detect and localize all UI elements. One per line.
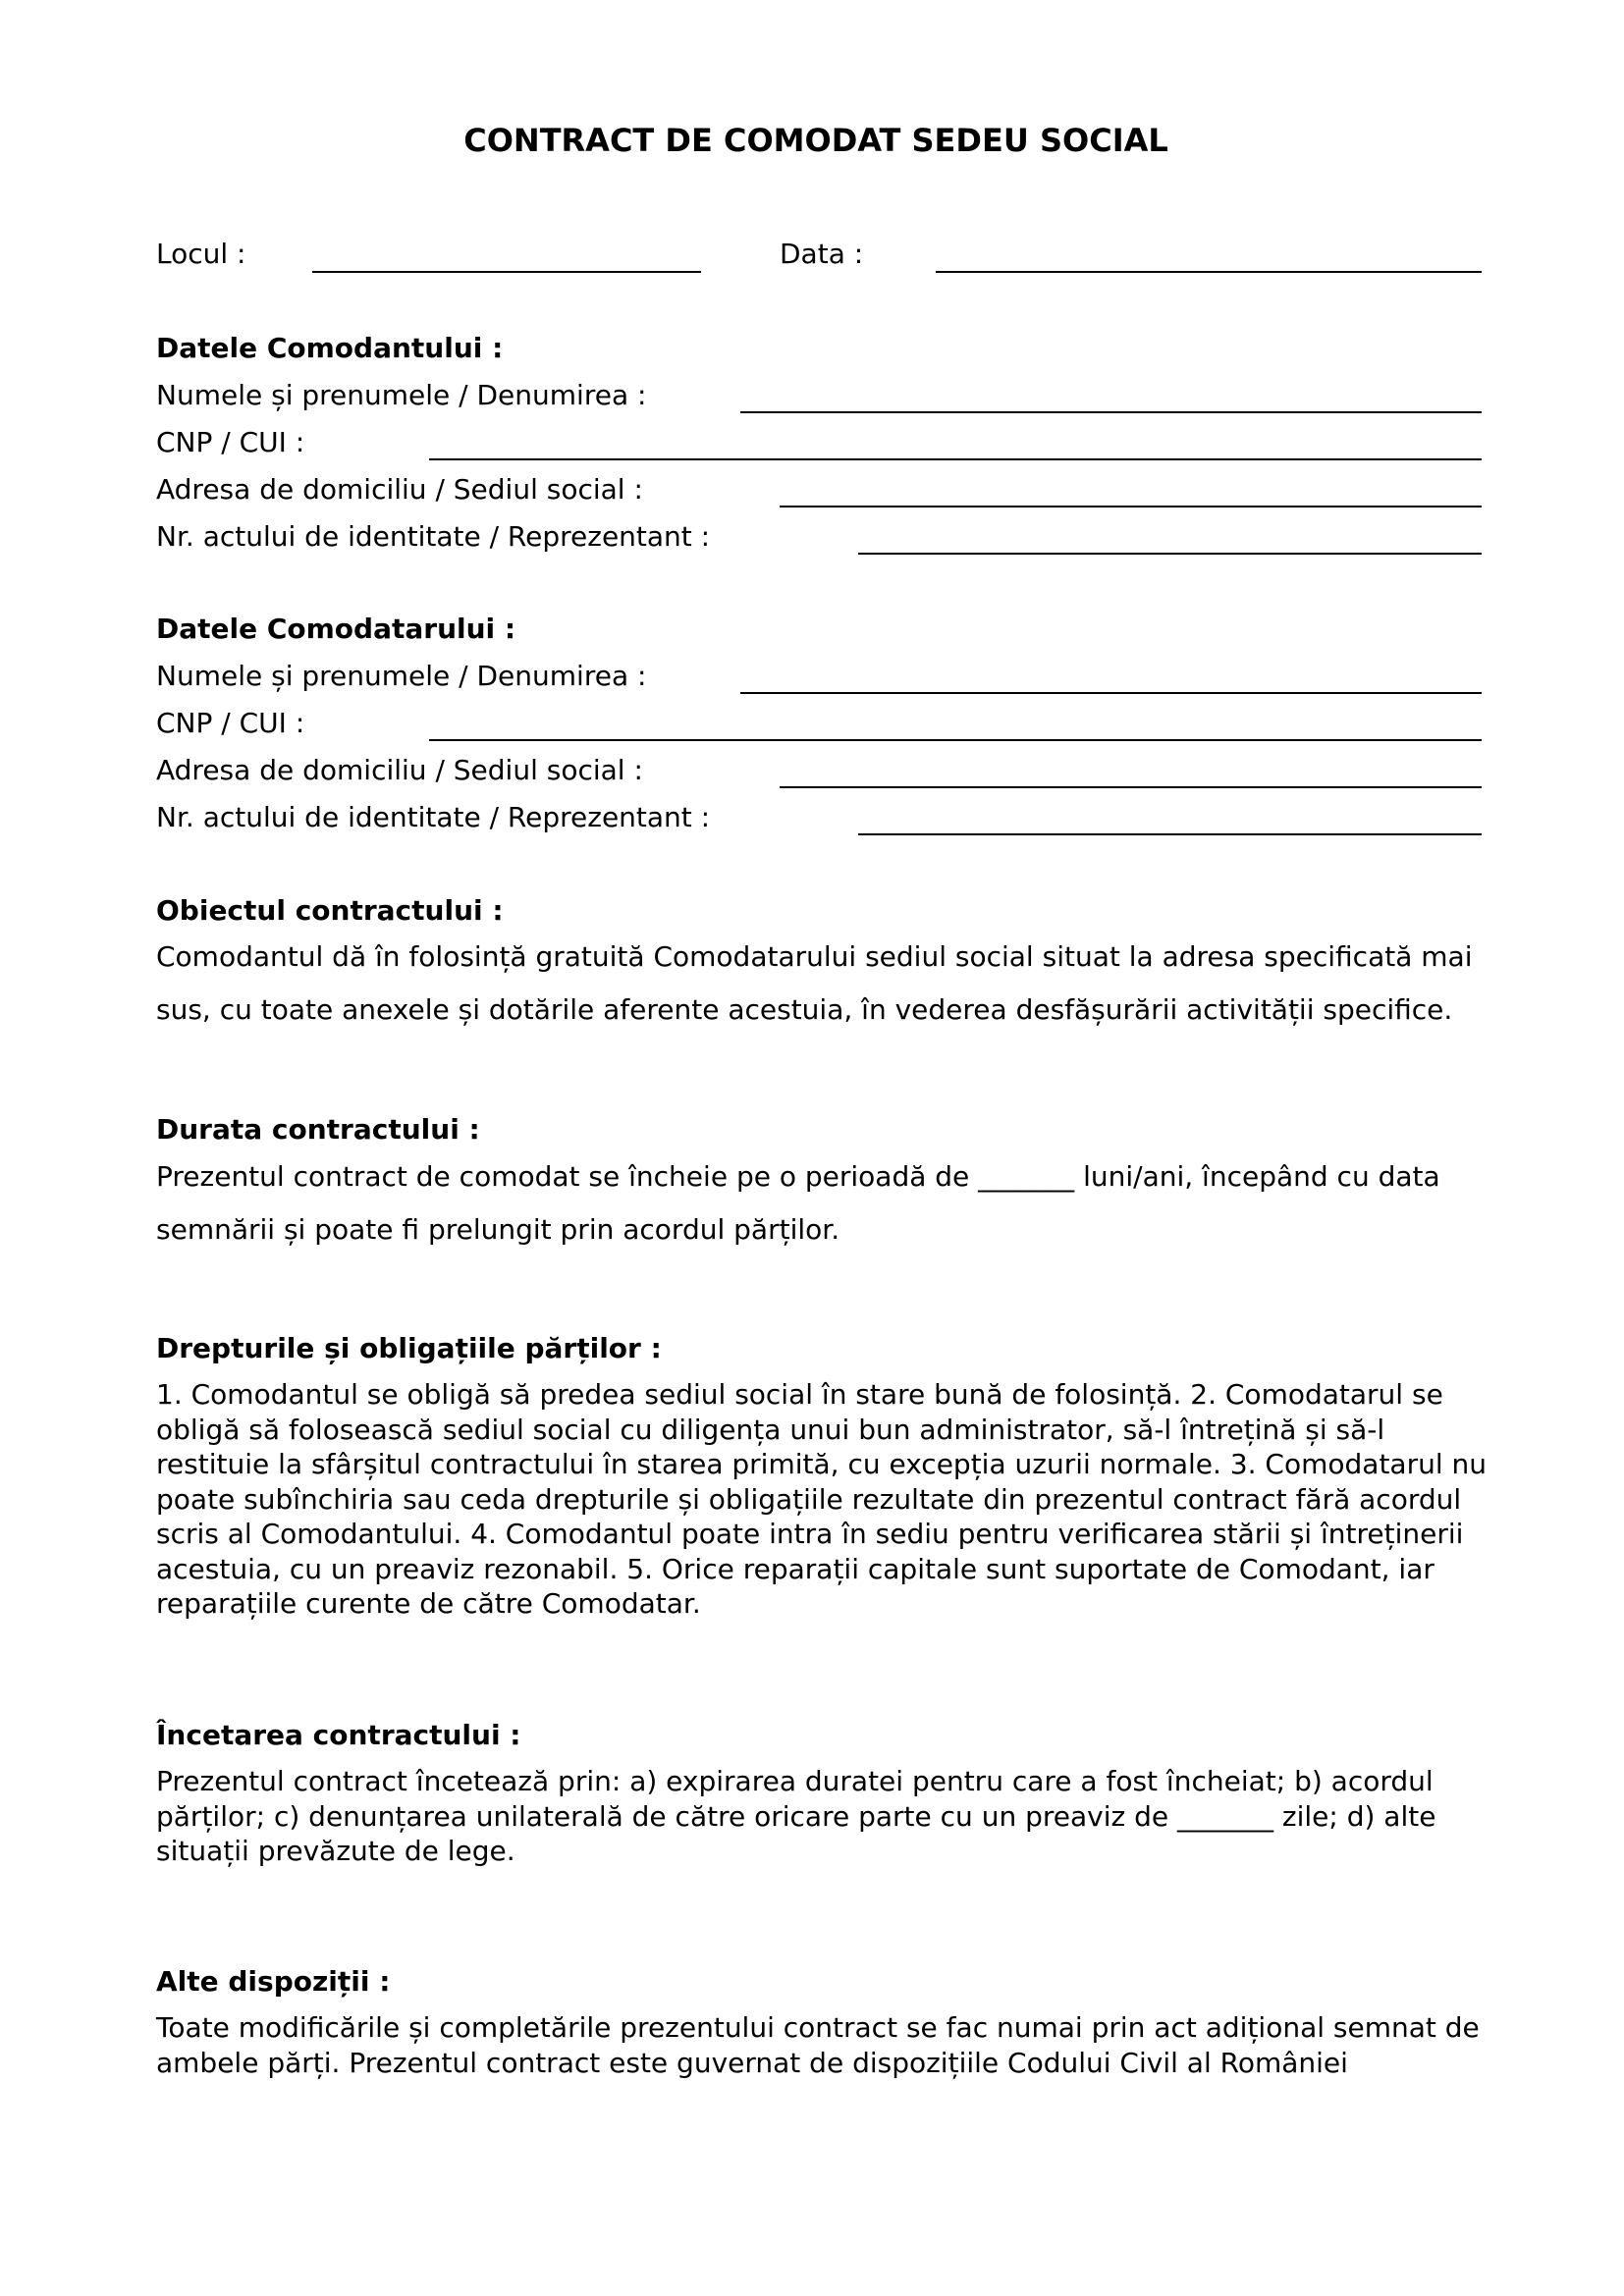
comodant-cnp-field[interactable]: [429, 458, 1482, 460]
comodatar-cnp-field[interactable]: [429, 739, 1482, 741]
comodatar-heading: Datele Comodatarului :: [156, 613, 516, 645]
comodant-id-field[interactable]: [858, 553, 1482, 555]
drepturi-body: 1. Comodantul se obligă să predea sediul social în stare bună de folosință. 2. Comodatarul se obligă să folosească sediul social cu diligența unui bun administrator, să-l întrețină și să-l restituie la sfârșitul contractului în starea primită, cu excepția uzurii normale. 3. Comodatarul nu poate subînchiria sau ceda drepturile și obligațiile rezultate din prezentul contract fără acordul scris al Comodantului. 4. Comodantul poate intra în sediu pentru verificarea stării și întreținerii acestuia, cu un preaviz rezonabil. 5. Orice reparații capitale sunt suportate de Comodant, iar reparațiile curente de către Comodatar.: [156, 1378, 1488, 1620]
document-title: CONTRACT DE COMODAT SEDEU SOCIAL: [463, 122, 1168, 159]
comodant-heading: Datele Comodantului :: [156, 332, 504, 364]
comodatar-address-field[interactable]: [780, 786, 1482, 788]
data-field[interactable]: [936, 271, 1482, 273]
comodatar-cnp-label: CNP / CUI :: [156, 707, 305, 739]
durata-body: Prezentul contract de comodat se încheie pe o perioadă de _______ luni/ani, începând cu data semnării și poate fi prelungit prin acordul părților.: [156, 1160, 1440, 1246]
comodatar-address-label: Adresa de domiciliu / Sediul social :: [156, 754, 643, 786]
incetare-body: Prezentul contract încetează prin: a) expirarea duratei pentru care a fost încheiat; b) acordul părților; c) denunțarea unilaterală de către oricare parte cu un preaviz de _______ zile; d) alte situații prevăzute de lege.: [156, 1765, 1436, 1867]
comodatar-name-field[interactable]: [740, 692, 1482, 694]
comodant-address-label: Adresa de domiciliu / Sediul social :: [156, 473, 643, 506]
locul-label: Locul :: [156, 238, 246, 270]
incetare-heading: Încetarea contractului :: [156, 1719, 521, 1751]
obiect-heading: Obiectul contractului :: [156, 894, 504, 927]
alte-body: Toate modificările și completările prezentului contract se fac numai prin act adițional semnat de ambele părți. Prezentul contract este guvernat de dispozițiile Codului Civil al României: [156, 2011, 1480, 2079]
comodant-id-label: Nr. actului de identitate / Reprezentant :: [156, 520, 711, 553]
comodatar-id-field[interactable]: [858, 833, 1482, 835]
comodant-cnp-label: CNP / CUI :: [156, 426, 305, 458]
drepturi-heading: Drepturile și obligațiile părților :: [156, 1332, 662, 1364]
comodant-name-field[interactable]: [740, 411, 1482, 413]
locul-field[interactable]: [312, 271, 701, 273]
durata-heading: Durata contractului :: [156, 1113, 480, 1146]
comodant-address-field[interactable]: [780, 506, 1482, 507]
alte-heading: Alte dispoziții :: [156, 1965, 391, 1998]
comodant-name-label: Numele și prenumele / Denumirea :: [156, 379, 647, 411]
data-label: Data :: [780, 238, 864, 270]
obiect-body: Comodantul dă în folosință gratuită Comodatarului sediul social situat la adresa specificată mai sus, cu toate anexele și dotările aferente acestuia, în vederea desfășurării activității specifice.: [156, 940, 1473, 1026]
comodatar-id-label: Nr. actului de identitate / Reprezentant :: [156, 801, 711, 833]
comodatar-name-label: Numele și prenumele / Denumirea :: [156, 660, 647, 692]
